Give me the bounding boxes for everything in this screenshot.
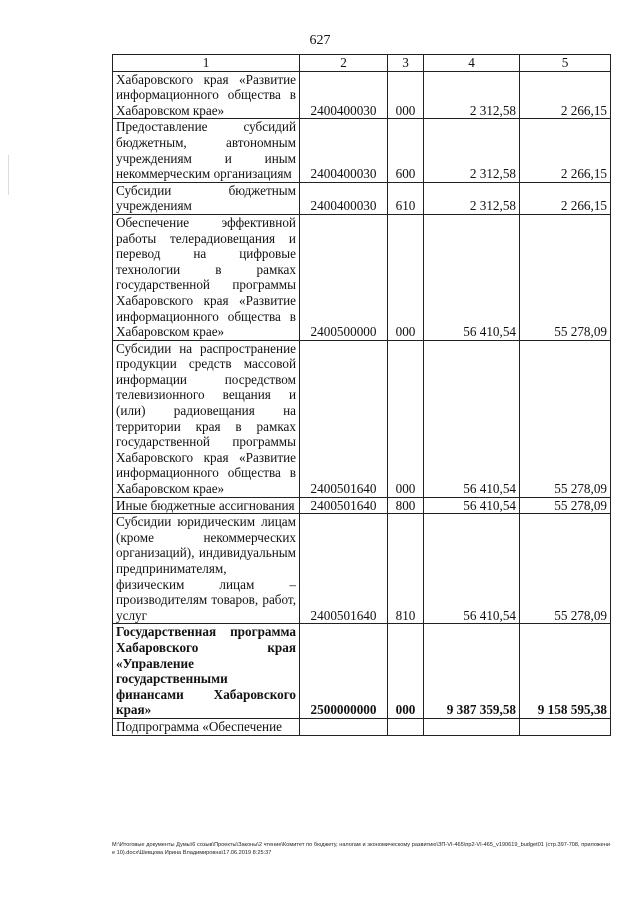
table-row	[113, 340, 611, 497]
target-code-cell: 2500000000	[300, 624, 388, 719]
target-code-cell: 2400400030	[300, 71, 388, 119]
amount-2019-cell: 56 410,54	[424, 340, 520, 497]
row-name-cell: Субсидии юридическим лицам (кроме некоммерческих организаций), индивидуальным предпринимателям, физическим лицам – производителям товаров, работ, услуг	[113, 514, 300, 624]
row-name-cell: Обеспечение эффективной работы телерадиовещания и перевод на цифровые технологии в рамках государственной программы Хабаровского края «Развитие информационного общества в Хабаровском крае»	[113, 214, 300, 340]
table-row	[113, 624, 611, 719]
amount-2019-cell: 2 312,58	[424, 119, 520, 182]
expense-group-cell: 800	[388, 497, 424, 514]
row-name-cell: Иные бюджетные ассигнования	[113, 497, 300, 514]
amount-2020-cell: 55 278,09	[520, 497, 611, 514]
row-name-cell: Государственная программа Хабаровского края «Управление государственными финансами Хабаровского края»	[113, 624, 300, 719]
binding-mark	[8, 155, 9, 195]
document-path-footer: M:\Итоговые документы Думы\6 созыв\Проекты\Законы\2 чтение\Комитет по бюджету, налогам и экономическому развитию\ЗП-VI-465\пр2-VI-465_v190619_budget01 (стр.397-708, приложение 10).docx\Шевцова Ирина Владимировна\17.06.2019 8:25:37	[112, 842, 610, 856]
table-row	[113, 119, 611, 182]
row-name-cell: Предоставление субсидий бюджетным, автономным учреждениям и иным некоммерческим организациям	[113, 119, 300, 182]
amount-2020-cell: 55 278,09	[520, 340, 611, 497]
target-code-cell: 2400501640	[300, 340, 388, 497]
expense-group-cell: 610	[388, 182, 424, 214]
table-row	[113, 514, 611, 624]
target-code-cell: 2400501640	[300, 514, 388, 624]
target-code-cell: 2400500000	[300, 214, 388, 340]
table-header-row	[113, 55, 611, 72]
expense-group-cell: 000	[388, 624, 424, 719]
amount-2019-cell: 2 312,58	[424, 71, 520, 119]
amount-2019-cell: 56 410,54	[424, 214, 520, 340]
row-name-cell: Подпрограмма «Обеспечение	[113, 718, 300, 735]
empty-cell	[300, 718, 388, 735]
expense-group-cell: 000	[388, 340, 424, 497]
amount-2020-cell: 2 266,15	[520, 119, 611, 182]
column-header: 2	[300, 55, 388, 72]
table-row	[113, 214, 611, 340]
amount-2019-cell: 56 410,54	[424, 497, 520, 514]
expense-group-cell: 000	[388, 71, 424, 119]
row-name-cell: Хабаровского края «Развитие информационного общества в Хабаровском крае»	[113, 71, 300, 119]
row-name-cell: Субсидии бюджетным учреждениям	[113, 182, 300, 214]
amount-2019-cell: 9 387 359,58	[424, 624, 520, 719]
empty-cell	[520, 718, 611, 735]
target-code-cell: 2400400030	[300, 119, 388, 182]
table-row	[113, 71, 611, 119]
empty-cell	[424, 718, 520, 735]
amount-2019-cell: 56 410,54	[424, 514, 520, 624]
amount-2020-cell: 2 266,15	[520, 71, 611, 119]
amount-2020-cell: 55 278,09	[520, 214, 611, 340]
amount-2020-cell: 2 266,15	[520, 182, 611, 214]
expense-group-cell: 000	[388, 214, 424, 340]
table-row-partial	[113, 718, 611, 735]
column-header: 1	[113, 55, 300, 72]
target-code-cell: 2400400030	[300, 182, 388, 214]
amount-2020-cell: 55 278,09	[520, 514, 611, 624]
amount-2019-cell: 2 312,58	[424, 182, 520, 214]
column-header: 3	[388, 55, 424, 72]
column-header: 5	[520, 55, 611, 72]
row-name-cell: Субсидии на распространение продукции средств массовой информации посредством телевизионного вещания и (или) радиовещания на территории края в рамках государственной программы Хабаровского края «Развитие информационного общества в Хабаровском крае»	[113, 340, 300, 497]
budget-table	[112, 54, 611, 736]
target-code-cell: 2400501640	[300, 497, 388, 514]
expense-group-cell: 600	[388, 119, 424, 182]
table-row	[113, 182, 611, 214]
empty-cell	[388, 718, 424, 735]
table-row	[113, 497, 611, 514]
expense-group-cell: 810	[388, 514, 424, 624]
page-number: 627	[309, 33, 331, 48]
column-header: 4	[424, 55, 520, 72]
amount-2020-cell: 9 158 595,38	[520, 624, 611, 719]
